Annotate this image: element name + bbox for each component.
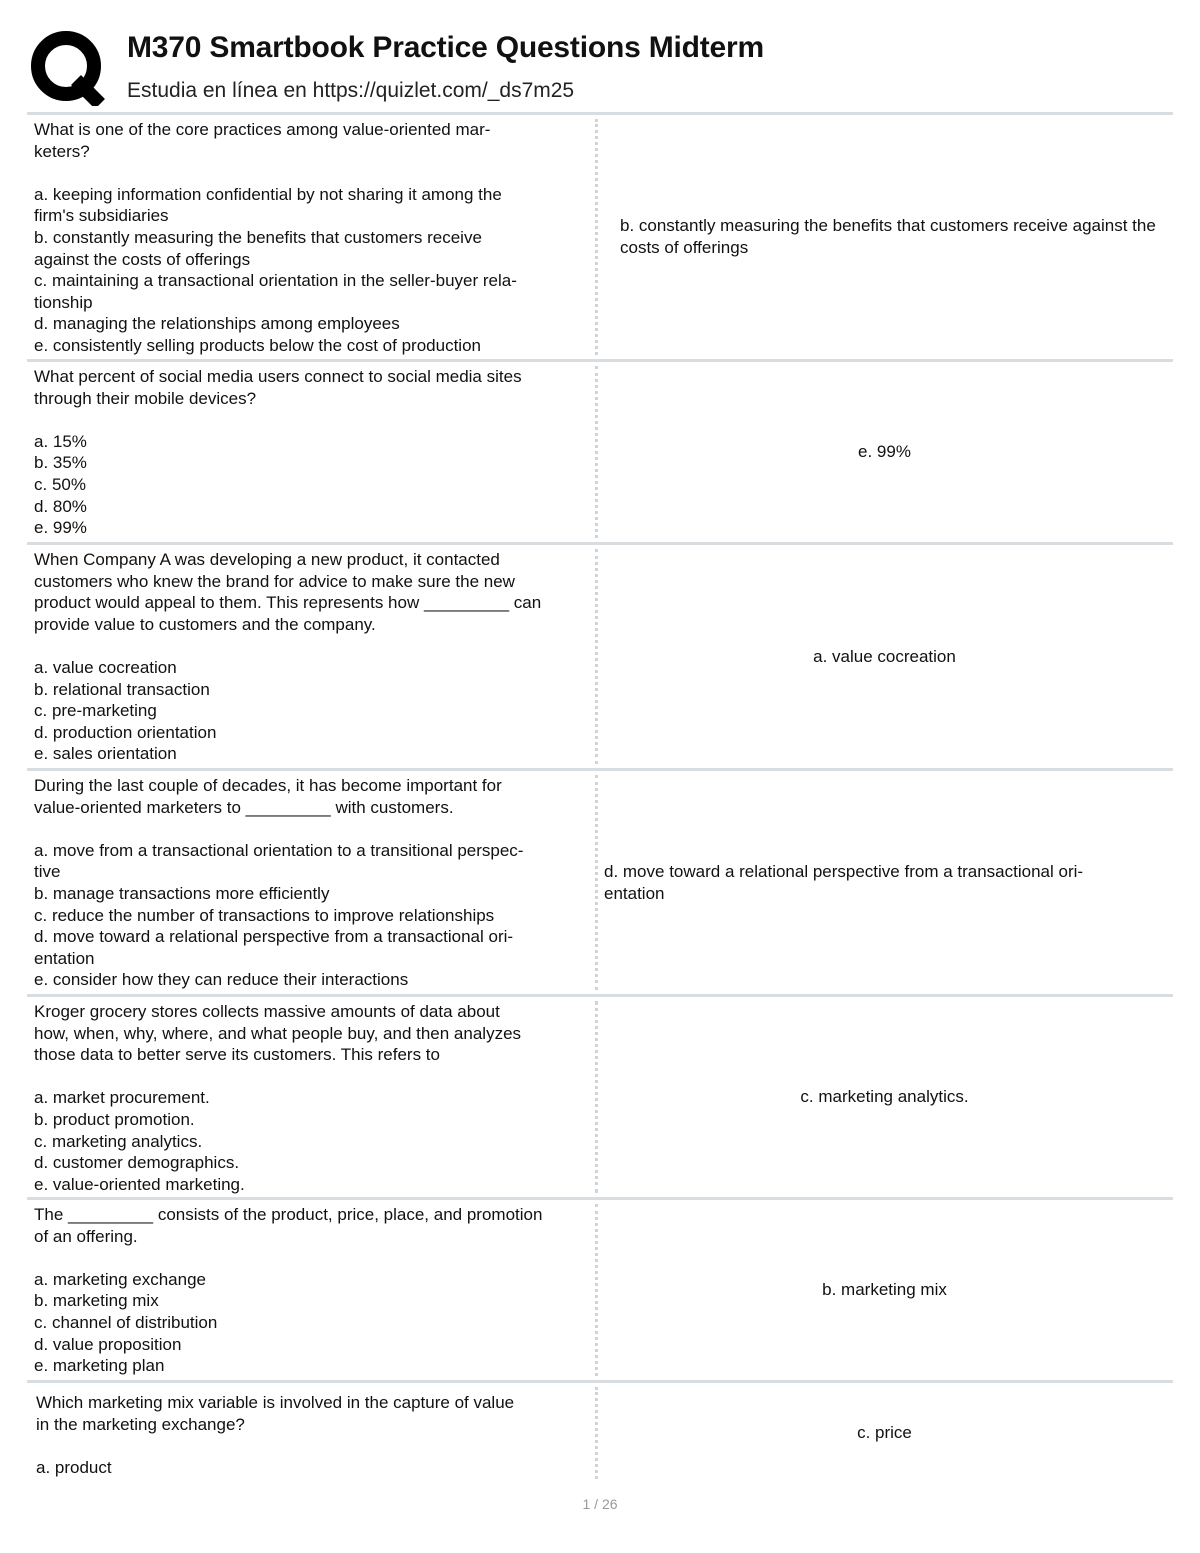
quizlet-logo-icon xyxy=(30,30,106,106)
option-line: against the costs of offerings xyxy=(34,249,251,269)
answer-cell xyxy=(598,997,1173,1197)
answer-cell xyxy=(598,115,1173,359)
answer-text: c. marketing analytics. xyxy=(800,1087,969,1107)
option-line: b. constantly measuring the benefits that customers receive xyxy=(34,227,482,247)
option-line: c. pre-marketing xyxy=(34,701,157,721)
option-line: tionship xyxy=(34,292,93,312)
flashcard-list xyxy=(27,112,1173,1483)
option-line: e. 99% xyxy=(34,518,87,538)
option-line: b. manage transactions more efficiently xyxy=(34,883,330,903)
option-line: a. market procurement. xyxy=(34,1088,210,1108)
option-list xyxy=(36,1457,589,1479)
flashcard xyxy=(27,768,1173,994)
option-line: b. relational transaction xyxy=(34,679,210,699)
flashcard xyxy=(27,112,1173,359)
question-text: Kroger grocery stores collects massive amounts of data about how, when, why, where, and what people buy, and then analyzes those data to better serve its customers. This refers to xyxy=(34,1002,522,1065)
option-list xyxy=(34,840,589,991)
answer-cell xyxy=(598,362,1173,542)
question-text: What is one of the core practices among value-oriented mar- keters? xyxy=(34,120,491,161)
option-line: e. consider how they can reduce their interactions xyxy=(34,970,409,990)
option-list xyxy=(34,657,589,765)
option-line: e. value-oriented marketing. xyxy=(34,1174,245,1194)
option-line: d. 80% xyxy=(34,496,87,516)
answer-text: b. marketing mix xyxy=(822,1280,947,1300)
option-line: c. channel of distribution xyxy=(34,1312,218,1332)
option-line: a. 15% xyxy=(34,431,87,451)
option-line: b. marketing mix xyxy=(34,1291,159,1311)
option-line: d. value proposition xyxy=(34,1334,182,1354)
option-line: entation xyxy=(34,948,95,968)
flashcard xyxy=(27,1197,1173,1380)
option-line: b. 35% xyxy=(34,453,87,473)
option-list xyxy=(34,1269,589,1377)
question-text: The _________ consists of the product, price, place, and promotion of an offering. xyxy=(34,1205,543,1246)
option-line: a. move from a transactional orientation to a transitional perspec- xyxy=(34,840,524,860)
option-line: firm's subsidiaries xyxy=(34,206,169,226)
option-list xyxy=(34,1087,589,1195)
option-line: a. value cocreation xyxy=(34,657,177,677)
question-text: Which marketing mix variable is involved in the capture of value in the marketing exchange? xyxy=(36,1393,515,1434)
answer-text: b. constantly measuring the benefits that customers receive against the costs of offerings xyxy=(620,216,1156,257)
page-title: M370 Smartbook Practice Questions Midterm xyxy=(127,31,764,64)
option-line: d. move toward a relational perspective from a transactional ori- xyxy=(34,927,514,947)
answer-text: d. move toward a relational perspective from a transactional ori- entation xyxy=(604,861,1084,903)
option-line: c. reduce the number of transactions to improve relationships xyxy=(34,905,495,925)
question-text: When Company A was developing a new product, it contacted customers who knew the brand for advice to make sure the new product would appeal to them. This represents how _________ can provide value to customers and the company. xyxy=(34,550,542,634)
option-line: d. customer demographics. xyxy=(34,1153,240,1173)
option-line: c. maintaining a transactional orientation in the seller-buyer rela- xyxy=(34,271,517,291)
question-cell xyxy=(27,545,595,768)
flashcard xyxy=(27,359,1173,542)
answer-text: e. 99% xyxy=(858,442,911,462)
answer-cell xyxy=(598,545,1173,768)
option-line: d. managing the relationships among employees xyxy=(34,314,400,334)
question-cell xyxy=(27,1200,595,1380)
answer-text: a. value cocreation xyxy=(813,646,956,666)
flashcard xyxy=(27,1380,1173,1483)
question-text: During the last couple of decades, it has become important for value-oriented marketers to _________ with customers. xyxy=(34,776,502,817)
answer-cell xyxy=(598,1200,1173,1380)
question-cell xyxy=(27,997,595,1197)
answer-cell xyxy=(598,771,1173,994)
option-line: d. production orientation xyxy=(34,722,217,742)
question-text: What percent of social media users connect to social media sites through their mobile devices? xyxy=(34,367,522,408)
answer-text: c. price xyxy=(857,1423,912,1443)
option-line: c. marketing analytics. xyxy=(34,1131,203,1151)
option-line: e. consistently selling products below the cost of production xyxy=(34,335,481,355)
question-cell xyxy=(27,115,595,359)
option-list xyxy=(34,431,589,539)
question-cell xyxy=(27,362,595,542)
option-list xyxy=(34,184,589,357)
option-line: e. sales orientation xyxy=(34,744,177,764)
option-line: a. product xyxy=(36,1457,112,1477)
answer-cell xyxy=(598,1383,1173,1483)
option-line: c. 50% xyxy=(34,474,86,494)
page-number: 1 / 26 xyxy=(582,1496,618,1512)
flashcard xyxy=(27,542,1173,768)
option-line: e. marketing plan xyxy=(34,1356,165,1376)
option-line: a. marketing exchange xyxy=(34,1269,206,1289)
option-line: tive xyxy=(34,862,61,882)
question-cell xyxy=(27,771,595,994)
option-line: b. product promotion. xyxy=(34,1109,195,1129)
page-subtitle: Estudia en línea en https://quizlet.com/_ds7m25 xyxy=(127,79,575,102)
option-line: a. keeping information confidential by not sharing it among the xyxy=(34,184,502,204)
question-cell xyxy=(27,1383,595,1483)
flashcard xyxy=(27,994,1173,1197)
